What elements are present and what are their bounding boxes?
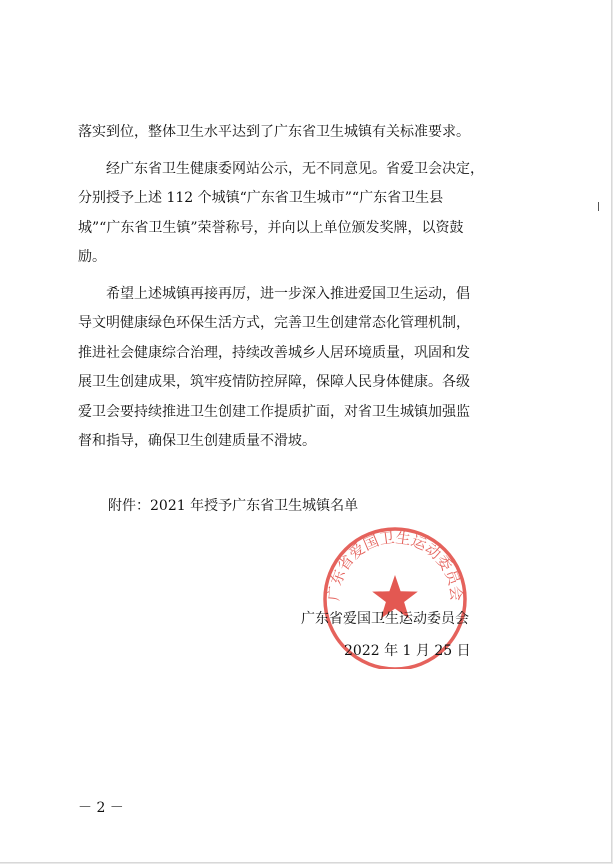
issuing-organization: 广东省爱国卫生运动委员会 [301,611,469,627]
paragraph-line: 落实到位，整体卫生水平达到了广东省卫生城镇有关标准要求。 [78,124,470,140]
paragraph-line: 导文明健康绿色环保生活方式，完善卫生创建常态化管理机制， [78,315,470,331]
paragraph-line: 推进社会健康综合治理，持续改善城乡人居环境质量，巩固和发 [78,344,470,361]
paragraph-line: 爱卫会要持续推进卫生创建工作提质扩面，对省卫生城镇加强监 [78,403,470,420]
paragraph-1 [78,118,538,148]
margin-mark [598,202,599,211]
seal-text: 广东省爱国卫生运动委员会 [324,528,466,602]
paragraph-line: 督和指导，确保卫生创建质量不滑坡。 [78,433,316,449]
paragraph-line: 希望上述城镇再接再厉，进一步深入推进爱国卫生运动，倡 [78,285,470,302]
page-number: － 2 － [78,800,124,816]
paragraph-line: 励。 [78,249,106,265]
body-text [78,118,538,464]
paragraph-3 [78,280,538,457]
issue-date: 2022 年 1 月 25 日 [344,643,471,659]
paragraph-line: 城”“广东省卫生镇”荣誉称号，并向以上单位颁发奖牌，以资鼓 [78,219,464,236]
paragraph-2 [78,155,538,273]
paragraph-line: 经广东省卫生健康委网站公示，无不同意见。省爱卫会决定， [78,160,484,177]
paragraph-line: 分别授予上述 112 个城镇“广东省卫生城市”“广东省卫生县 [78,190,444,206]
attachment-note: 附件：2021 年授予广东省卫生城镇名单 [108,498,359,514]
paragraph-line: 展卫生创建成果，筑牢疫情防控屏障，保障人民身体健康。各级 [78,374,470,390]
